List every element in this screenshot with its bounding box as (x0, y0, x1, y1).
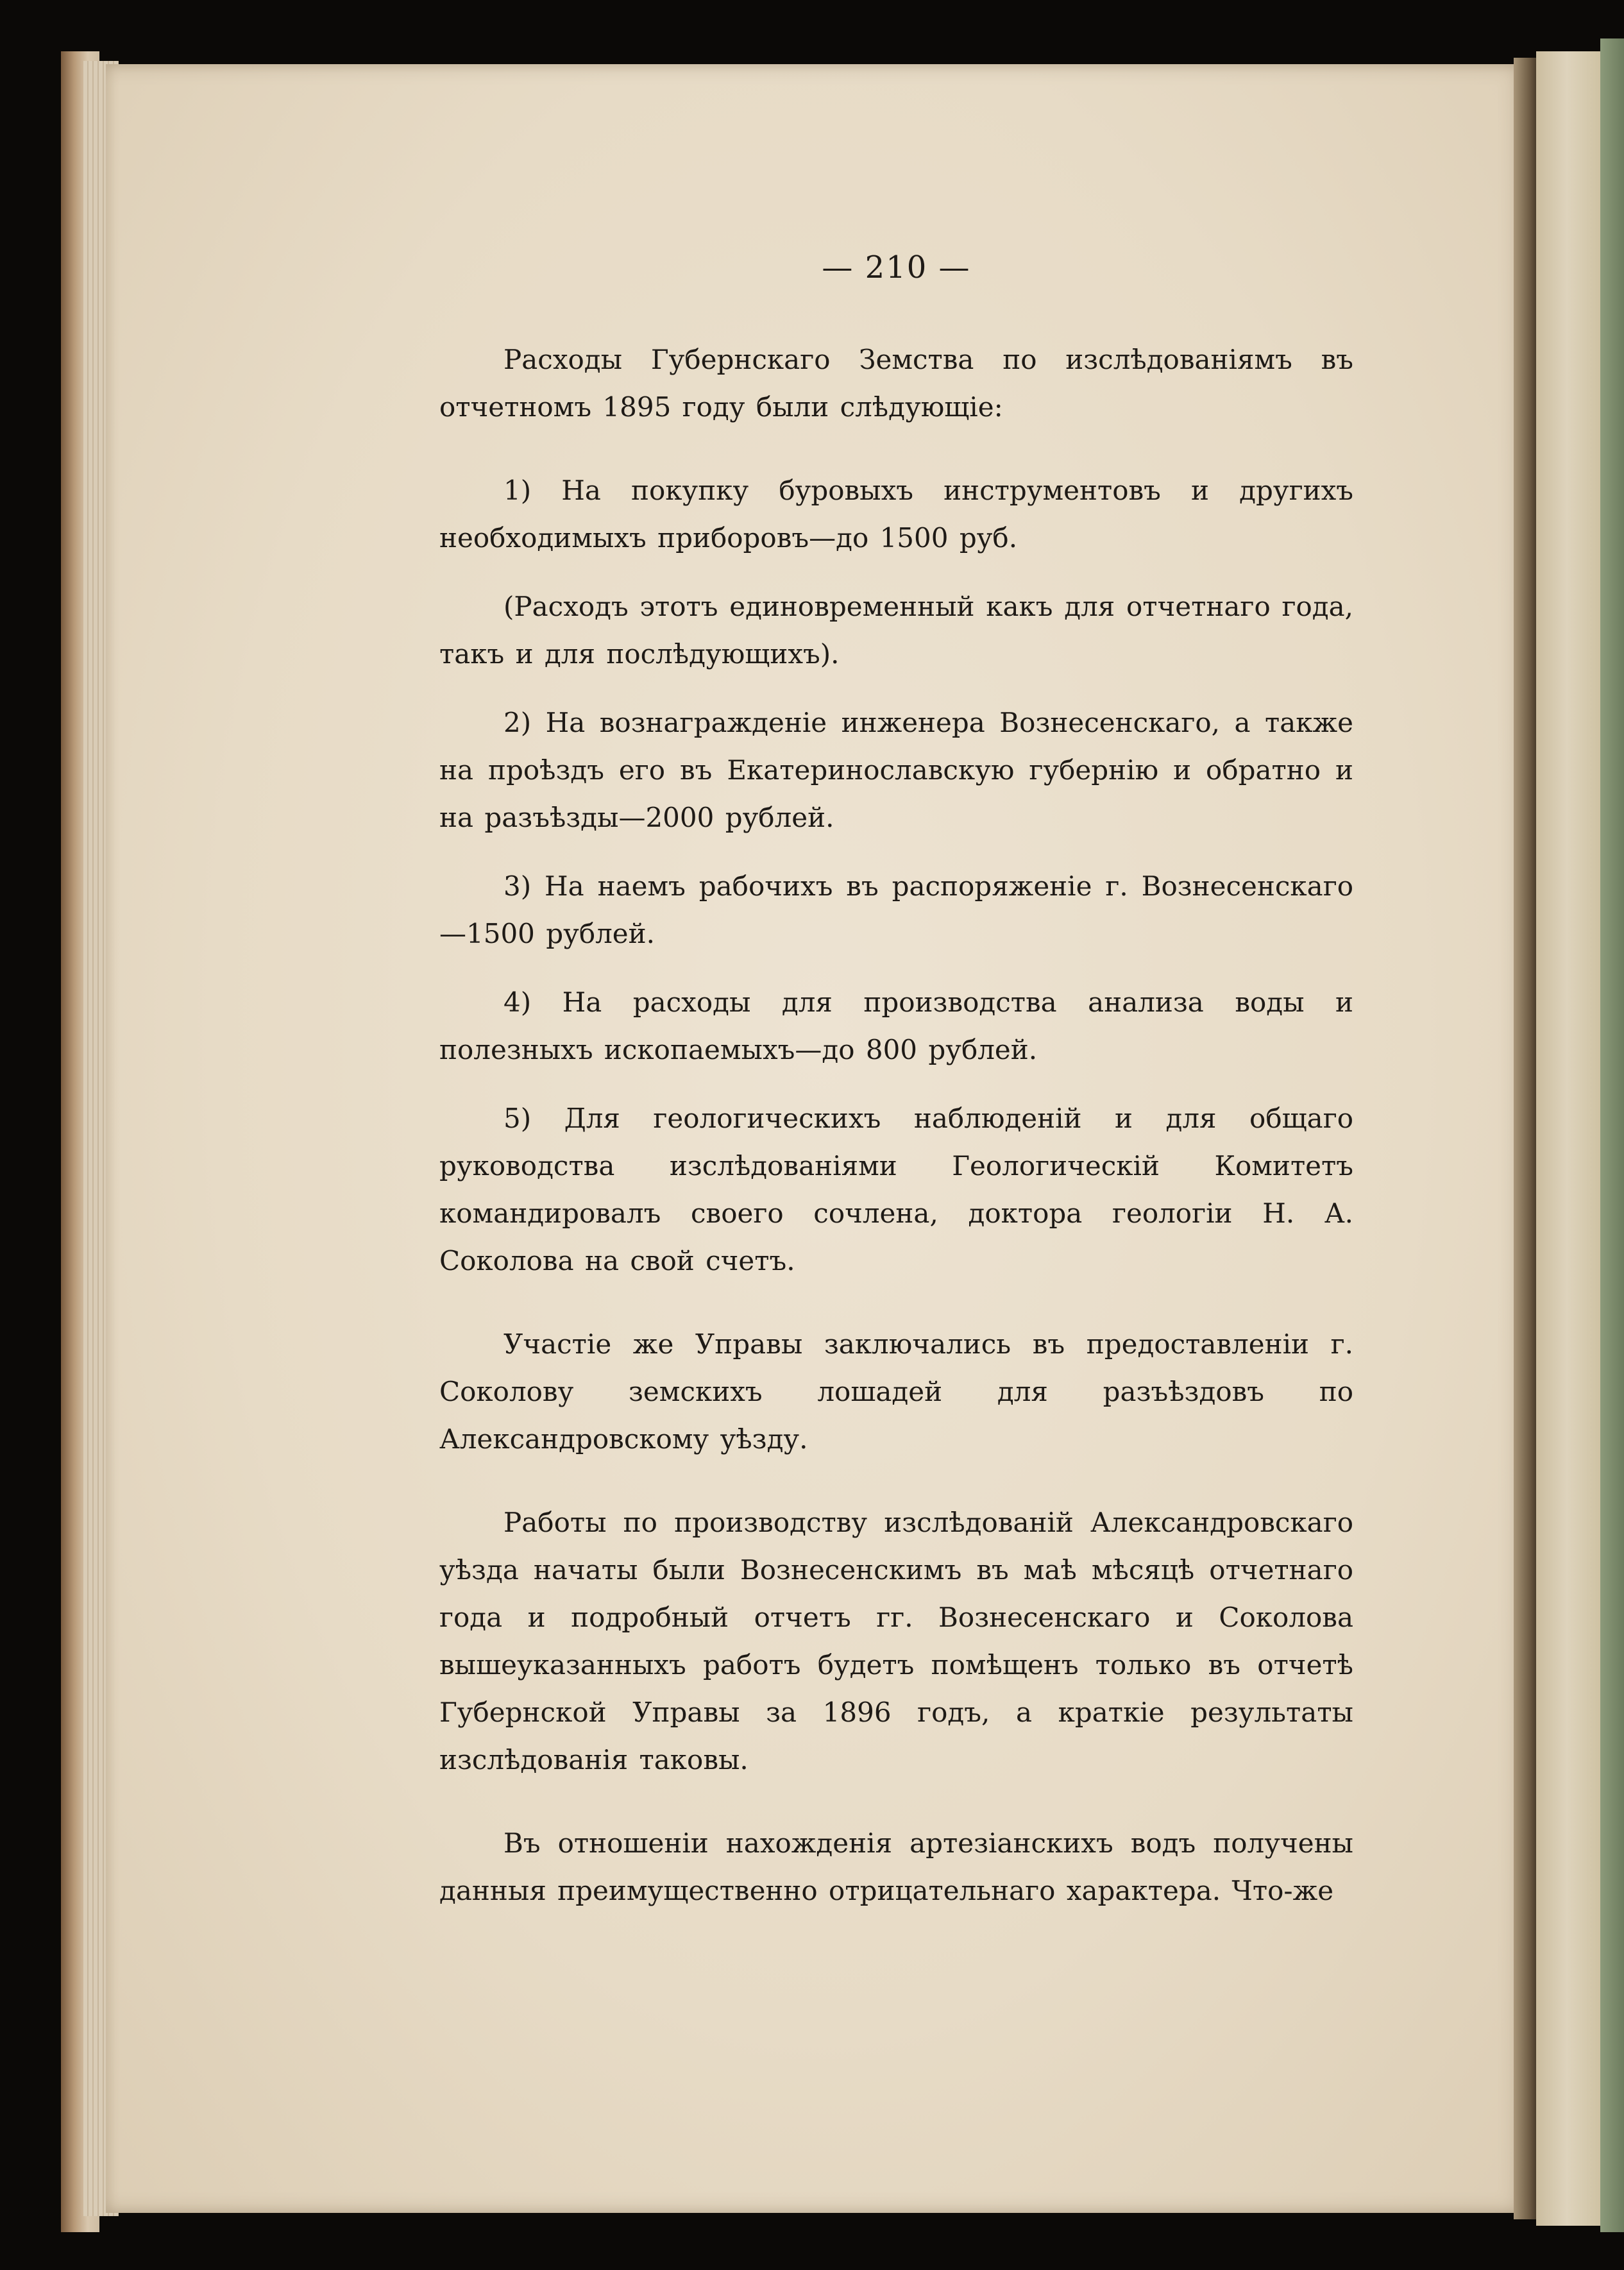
book-cover-edge (1600, 38, 1624, 2232)
paragraph-item-4: 4) На расходы для производства анализа воды и полезныхъ ископаемыхъ—до 800 рублей. (439, 987, 1353, 1065)
paragraph-item-1: 1) На покупку буровыхъ инструментовъ и другихъ необходимыхъ приборовъ—до 1500 руб. (439, 475, 1353, 554)
paragraph-intro: Расходы Губернскаго Земства по изслѣдованіямъ въ отчетномъ 1895 году были слѣдующіе: (439, 344, 1353, 423)
paragraph-item-2: 2) На вознагражденіе инженера Вознесенскаго, а также на проѣздъ его въ Екатеринославскую губернію и обратно и на разъѣзды—2000 рублей. (439, 707, 1353, 833)
paragraph-artesian: Въ отношеніи нахожденія артезіанскихъ водъ получены данныя преимущественно отрицательнаго характера. Что-же (439, 1827, 1353, 1906)
book-gutter (1514, 58, 1539, 2219)
page-text (439, 244, 1353, 1936)
paragraph-uprava: Участіе же Управы заключались въ предоставленіи г. Соколову земскихъ лошадей для разъѣздовъ по Александровскому уѣзду. (439, 1328, 1353, 1455)
paragraph-item-5: 5) Для геологическихъ наблюденій и для общаго руководства изслѣдованіями Геологическій Комитетъ командировалъ своего сочлена, доктора геологіи Н. А. Соколова на свой счетъ. (439, 1103, 1353, 1276)
page-number: — 210 — (822, 250, 971, 285)
paragraph-works: Работы по производству изслѣдованій Александровскаго уѣзда начаты были Вознесенскимъ въ маѣ мѣсяцѣ отчетнаго года и подробный отчетъ гг. Вознесенскаго и Соколова вышеуказанныхъ работъ будетъ помѣщенъ только въ отчетѣ Губернской Управы за 1896 годъ, а краткіе результаты изслѣдованія таковы. (439, 1507, 1353, 1775)
paragraph-item-3: 3) На наемъ рабочихъ въ распоряженіе г. Вознесенскаго—1500 рублей. (439, 870, 1353, 949)
paragraph-note: (Расходъ этотъ единовременный какъ для отчетнаго года, такъ и для послѣдующихъ). (439, 591, 1353, 670)
